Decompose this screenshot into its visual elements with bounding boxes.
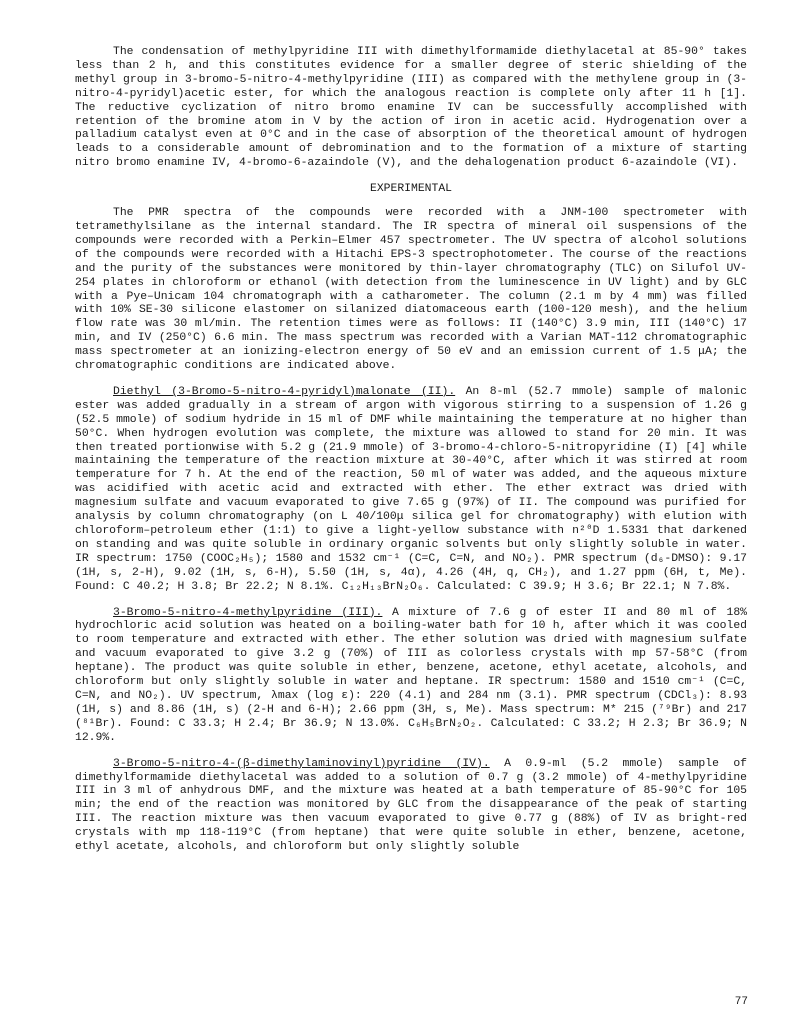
- compound-iii-text: A mixture of 7.6 g of ester II and 80 ml of 18% hydrochloric acid solution was heated on a boiling-water bath for 10 h, after which it was cooled to room temperature and extracted with ether. The ether solution was dried with magnesium sulfate and vacuum evaporated to give 3.2 g (70%) of III as colorless crystals with mp 57-58°C (from heptane). The product was quite soluble in ether, benzene, acetone, ethyl acetate, alcohols, and chloroform but only slightly soluble in water and heptane. IR spectrum: 1580 and 1510 cm⁻¹ (C=C, C=N, and NO₂). UV spectrum, λmax (log ε): 220 (4.1) and 284 nm (3.1). PMR spectrum (CDCl₃): 8.93 (1H, s) and 8.86 (1H, s) (2-H and 6-H); 2.66 ppm (3H, s, Me). Mass spectrum: M* 215 (⁷⁹Br) and 217 (⁸¹Br). Found: C 33.3; H 2.4; Br 36.9; N 13.0%. C₆H₅BrN₂O₂. Calculated: C 33.2; H 2.3; Br 36.9; N 12.9%.: [75, 606, 747, 744]
- intro-paragraph: The condensation of methylpyridine III with dimethylformamide diethylacetal at 85-90° takes less than 2 h, and this constitutes evidence for a smaller degree of steric shielding of the methyl group in 3-bromo-5-nitro-4-methylpyridine (III) as compared with the methylene group in (3-nitro-4-pyridyl)acetic ester, for which the analogous reaction is complete only after 11 h [1]. The reductive cyclization of nitro bromo enamine IV can be successfully accomplished with retention of the bromine atom in V by the action of iron in acetic acid. Hydrogenation over a palladium catalyst even at 0°C and in the case of absorption of the theoretical amount of hydrogen leads to a considerable amount of debromination and to the formation of a mixture of starting nitro bromo enamine IV, 4-bromo-6-azaindole (V), and the dehalogenation product 6-azaindole (VI).: [75, 46, 747, 170]
- compound-iii-title: 3-Bromo-5-nitro-4-methylpyridine (III).: [113, 606, 383, 619]
- compound-ii-paragraph: [75, 386, 747, 595]
- compound-ii-title: Diethyl (3-Bromo-5-nitro-4-pyridyl)malonate (II).: [113, 385, 456, 398]
- methods-paragraph: The PMR spectra of the compounds were recorded with a JNM-100 spectrometer with tetramethylsilane as the internal standard. The IR spectra of mineral oil suspensions of the compounds were recorded with a Perkin–Elmer 457 spectrometer. The UV spectra of alcohol solutions of the compounds were recorded with a Hitachi EPS-3 spectrophotometer. The course of the reactions and the purity of the substances were monitored by thin-layer chromatography (TLC) on Silufol UV-254 plates in chloroform or ethanol (with detection from the luminescence in UV light) and by GLC with a Pye–Unicam 104 chromatograph with a catharometer. The column (2.1 m by 4 mm) was filled with 10% SE-30 silicone elastomer on silanized diatomaceous earth (100-120 mesh), and the helium flow rate was 30 ml/min. The retention times were as follows: II (140°C) 3.9 min, III (140°C) 17 min, and IV (250°C) 6.6 min. The mass spectrum was recorded with a Varian MAT-112 chromatographic mass spectrometer at an ionizing-electron energy of 50 eV and an emission current of 1.5 μA; the chromatographic conditions are indicated above.: [75, 207, 747, 373]
- compound-iii-paragraph: [75, 607, 747, 746]
- compound-iv-text: A 0.9-ml (5.2 mmole) sample of dimethylformamide diethylacetal was added to a solution of 0.7 g (3.2 mmole) of 4-methylpyridine III in 3 ml of anhydrous DMF, and the mixture was heated at a bath temperature of 85-90°C for 105 min; the end of the reaction was monitored by GLC from the disappearance of the peak of starting III. The reaction mixture was then vacuum evaporated to give 0.77 g (88%) of IV as bright-red crystals with mp 118-119°C (from heptane) that were quite soluble in ether, benzene, acetone, ethyl acetate, alcohols, and chloroform but only slightly soluble: [75, 757, 747, 854]
- compound-iv-paragraph: [75, 758, 747, 855]
- page-number: 77: [734, 996, 748, 1008]
- section-heading-experimental: EXPERIMENTAL: [369, 183, 453, 196]
- compound-ii-text: An 8-ml (52.7 mmole) sample of malonic ester was added gradually in a stream of argon with vigorous stirring to a suspension of 1.26 g (52.5 mmole) of sodium hydride in 15 ml of DMF while maintaining the temperature at no higher than 50°C. When hydrogen evolution was complete, the mixture was allowed to stand for 20 min. It was then treated portionwise with 5.2 g (21.9 mmole) of 3-bromo-4-chloro-5-nitropyridine (I) [4] while maintaining the temperature of the reaction mixture at 30-40°C, after which it was stirred at room temperature for 7 h. At the end of the reaction, 50 ml of water was added, and the aqueous mixture was acidified with acetic acid and extracted with ether. The ether extract was dried with magnesium sulfate and vacuum evaporated to give 7.65 g (97%) of II. The compound was purified for analysis by column chromatography (on L 40/100μ silica gel for chromatography) with elution with chloroform–petroleum ether (1:1) to give a light-yellow substance with n²⁰D 1.5331 that darkened on standing and was quite soluble in ordinary organic solvents but only slightly soluble in water. IR spectrum: 1750 (COOC₂H₅); 1580 and 1532 cm⁻¹ (C=C, C=N, and NO₂). PMR spectrum (d₆-DMSO): 9.17 (1H, s, 2-H), 9.02 (1H, s, 6-H), 5.50 (1H, s, 4α), 4.26 (4H, q, CH₂), and 1.27 ppm (6H, t, Me). Found: C 40.2; H 3.8; Br 22.2; N 8.1%. C₁₂H₁₃BrN₂O₆. Calculated: C 39.9; H 3.6; Br 22.1; N 7.8%.: [75, 385, 747, 593]
- page-body: [75, 46, 747, 855]
- compound-iv-title: 3-Bromo-5-nitro-4-(β-dimethylaminovinyl)pyridine (IV).: [113, 757, 490, 770]
